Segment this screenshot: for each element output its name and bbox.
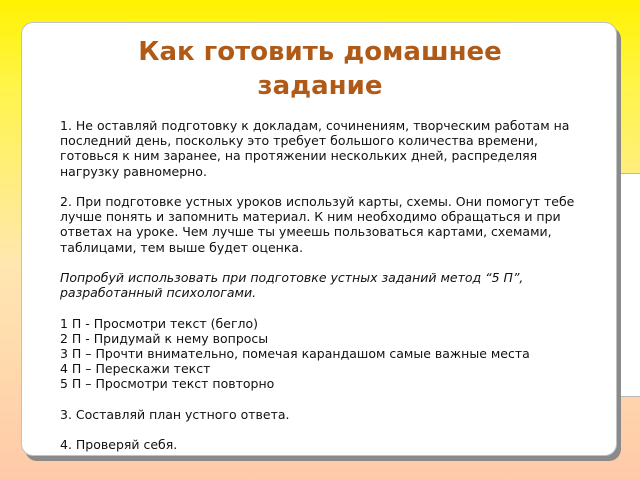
spacer: [60, 300, 590, 315]
spacer: [60, 255, 590, 270]
paragraph-4: 4. Проверяй себя.: [60, 437, 178, 453]
paragraph-2: 2. При подготовке устных уроков используй карты, схемы. Они помогут тебе лучше понять и запомнить материал. К ним необходимо обращаться и при ответах на уроке. Чем лучше ты умеешь пользоваться картами, схемами, таблицами, тем выше будет оценка.: [60, 194, 575, 255]
method-step-2: 2 П - Придумай к нему вопросы: [60, 330, 269, 346]
method-step-4: 4 П – Перескажи текст: [60, 361, 211, 377]
title-line-2: задание: [257, 71, 383, 101]
spacer: [60, 179, 590, 194]
slide-title: [22, 35, 617, 103]
method-intro: Попробуй использовать при подготовке устных заданий метод “5 П”, разработанный психологами.: [60, 270, 524, 301]
slide-card: [21, 22, 617, 456]
spacer: [60, 422, 590, 437]
method-step-3: 3 П – Прочти внимательно, помечая карандашом самые важные места: [60, 346, 530, 361]
spacer: [60, 392, 590, 407]
method-step-5: 5 П – Просмотри текст повторно: [60, 376, 275, 392]
title-line-1: Как готовить домашнее: [138, 37, 502, 67]
paragraph-1: 1. Не оставляй подготовку к докладам, сочинениям, творческим работам на последний день, поскольку это требует большого количества времени, готовься к ним заранее, на протяжении нескольких дней, распределяя нагрузку равномерно.: [60, 118, 570, 179]
method-step-1: 1 П - Просмотри текст (бегло): [60, 315, 259, 331]
slide-body: [60, 118, 590, 452]
paragraph-3: 3. Составляй план устного ответа.: [60, 406, 290, 422]
